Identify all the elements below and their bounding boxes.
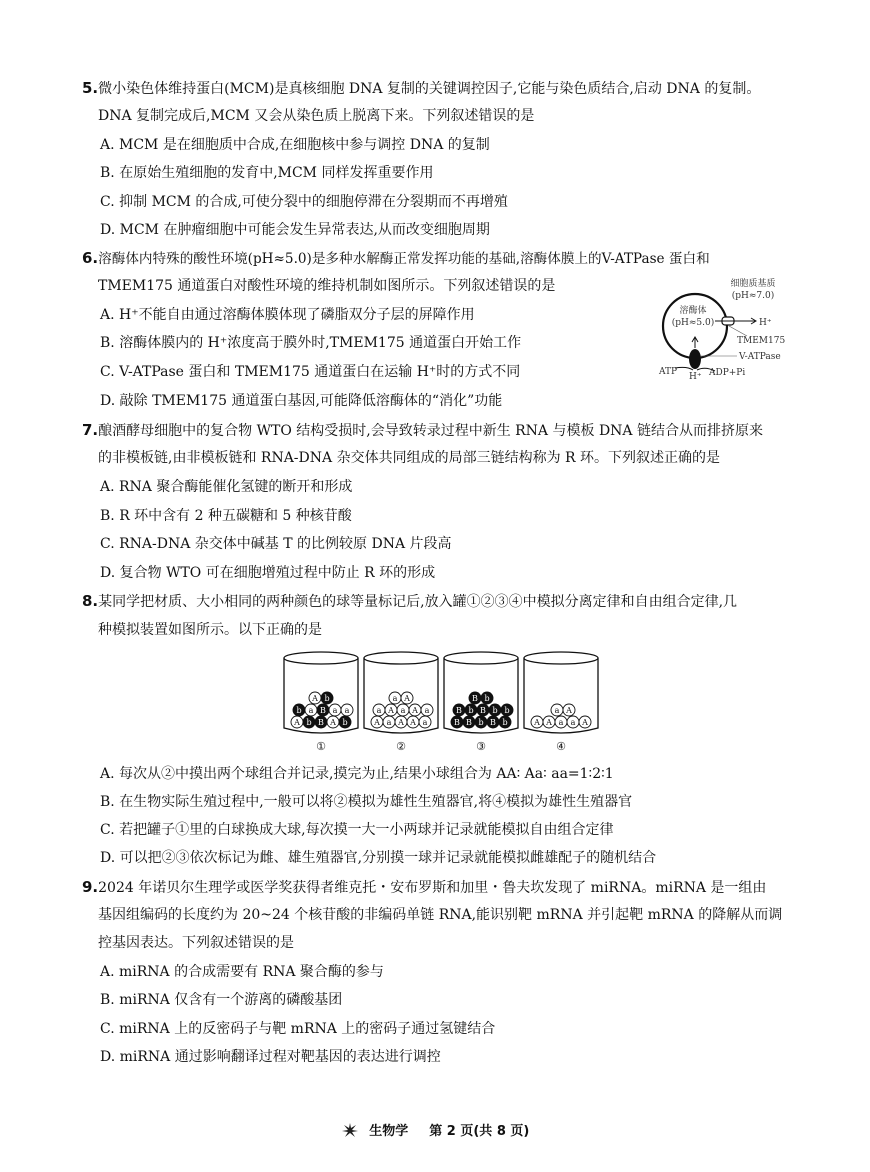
q5-stem-line2: DNA 复制完成后,MCM 又会从染色质上脱离下来。下列叙述错误的是	[98, 108, 535, 124]
ball-label: A	[546, 718, 552, 727]
ball-label: a	[554, 706, 560, 715]
fig-h-in: H⁺	[689, 372, 702, 381]
ball-label: B	[480, 706, 486, 715]
fig-atp-label: ATP	[659, 367, 678, 377]
ball-label: a	[386, 718, 392, 727]
page-footer	[0, 1120, 870, 1142]
q8-option-a: A. 每次从②中摸出两个球组合并记录,摸完为止,结果小球组合为 AA∶ Aa∶ aa=1∶2∶1	[100, 766, 614, 782]
q8-stem-line2: 种模拟装置如图所示。以下正确的是	[98, 622, 322, 638]
ball-label: b	[306, 718, 312, 727]
ball-label: a	[422, 718, 428, 727]
q8-option-d: D. 可以把②③依次标记为雌、雄生殖器官,分别摸一球并记录就能模拟雌雄配子的随机结合	[100, 850, 657, 866]
q5-option-b: B. 在原始生殖细胞的发育中,MCM 同样发挥重要作用	[100, 165, 434, 181]
ball-label: A	[410, 718, 416, 727]
q9-stem-text1: 2024 年诺贝尔生理学或医学奖获得者维克托・安布罗斯和加里・鲁夫坎发现了 miRNA。miRNA 是一组由	[98, 880, 767, 896]
jar-2	[364, 652, 438, 753]
q7-option-c: C. RNA-DNA 杂交体中碱基 T 的比例较原 DNA 片段高	[100, 536, 452, 552]
q7-stem-line1	[82, 420, 763, 441]
ball-label: a	[308, 706, 314, 715]
q7-number: 7.	[82, 421, 99, 439]
ball-label: A	[566, 706, 572, 715]
jar-1	[284, 652, 358, 753]
q6-option-d: D. 敲除 TMEM175 通道蛋白基因,可能降低溶酶体的“消化”功能	[100, 393, 503, 409]
q5-option-d: D. MCM 在肿瘤细胞中可能会发生异常表达,从而改变细胞周期	[100, 222, 490, 238]
q9-option-a: A. miRNA 的合成需要有 RNA 聚合酶的参与	[100, 964, 384, 980]
ball-label: B	[456, 706, 462, 715]
ball-label: a	[400, 706, 406, 715]
q6-stem-text1: 溶酶体内特殊的酸性环境(pH≈5.0)是多种水解酶正常发挥功能的基础,溶酶体膜上的V-ATPase 蛋白和	[98, 251, 710, 267]
q9-number: 9.	[82, 878, 99, 896]
ball-label: A	[312, 694, 318, 703]
ball-label: A	[412, 706, 418, 715]
fig-cytoplasm-label: 细胞质基质	[730, 279, 776, 289]
ball-label: B	[466, 718, 472, 727]
q9-stem-line2: 基因组编码的长度约为 20~24 个核苷酸的非编码单链 RNA,能识别靶 mRNA 并引起靶 mRNA 的降解从而调	[98, 907, 783, 923]
q6-stem-line1	[82, 248, 710, 269]
q5-stem-line1	[82, 78, 760, 99]
ball-label: b	[468, 706, 474, 715]
ball-label: b	[504, 706, 510, 715]
fig-h-out: H⁺	[759, 318, 772, 328]
ball-label: b	[492, 706, 498, 715]
lysosome-figure	[655, 276, 795, 381]
q5-number: 5.	[82, 79, 99, 97]
ball-label: a	[570, 718, 576, 727]
jar-rim	[524, 652, 598, 664]
ball-label: A	[398, 718, 404, 727]
ball-label: a	[424, 706, 430, 715]
jar-label: ④	[556, 740, 566, 753]
q9-option-c: C. miRNA 上的反密码子与靶 mRNA 上的密码子通过氢键结合	[100, 1021, 496, 1037]
q9-option-b: B. miRNA 仅含有一个游离的磷酸基团	[100, 992, 343, 1008]
jar-label: ①	[316, 740, 326, 753]
q8-option-c: C. 若把罐子①里的白球换成大球,每次摸一大一小两球并记录就能模拟自由组合定律	[100, 822, 614, 838]
ball-label: A	[388, 706, 394, 715]
ball-label: A	[294, 718, 300, 727]
ball-label: A	[404, 694, 410, 703]
jars-figure	[280, 650, 610, 754]
jar-rim	[444, 652, 518, 664]
subject-logo-icon	[341, 1122, 359, 1142]
q5-stem-text1: 微小染色体维持蛋白(MCM)是真核细胞 DNA 复制的关键调控因子,它能与染色质结合,启动 DNA 的复制。	[98, 81, 761, 97]
q9-stem-line3: 控基因表达。下列叙述错误的是	[98, 935, 294, 951]
jar-3	[444, 652, 518, 753]
ball-label: b	[296, 706, 302, 715]
footer-page-number: 第 2 页(共 8 页)	[429, 1124, 530, 1139]
q6-number: 6.	[82, 249, 99, 267]
q7-option-b: B. R 环中含有 2 种五碳糖和 5 种核苷酸	[100, 508, 352, 524]
ball-label: a	[558, 718, 564, 727]
q5-option-a: A. MCM 是在细胞质中合成,在细胞核中参与调控 DNA 的复制	[100, 137, 490, 153]
ball-label: A	[374, 718, 380, 727]
ball-label: B	[490, 718, 496, 727]
q8-option-b: B. 在生物实际生殖过程中,一般可以将②模拟为雄性生殖器官,将④模拟为雄性生殖器官	[100, 794, 633, 810]
q5-option-c: C. 抑制 MCM 的合成,可使分裂中的细胞停滞在分裂期而不再增殖	[100, 194, 508, 210]
ball-label: A	[534, 718, 540, 727]
fig-cytoplasm-ph: (pH≈7.0)	[731, 291, 775, 301]
q6-option-c: C. V-ATPase 蛋白和 TMEM175 通道蛋白在运输 H⁺时的方式不同	[100, 364, 521, 380]
ball-label: B	[318, 718, 324, 727]
ball-label: a	[376, 706, 382, 715]
v-atpase-pump	[689, 349, 701, 369]
ball-label: B	[454, 718, 460, 727]
q8-number: 8.	[82, 592, 99, 610]
q9-stem-line1	[82, 877, 766, 898]
ball-label: b	[342, 718, 348, 727]
q8-stem-text1: 某同学把材质、大小相同的两种颜色的球等量标记后,放入罐①②③④中模拟分离定律和自由组合定律,几	[98, 594, 738, 610]
ball-label: B	[472, 694, 478, 703]
jar-label: ②	[396, 740, 406, 753]
q8-stem-line1	[82, 591, 737, 612]
ball-label: b	[478, 718, 484, 727]
jar-4	[524, 652, 598, 753]
fig-lysosome-ph: (pH≈5.0)	[671, 318, 715, 328]
q7-option-a: A. RNA 聚合酶能催化氢键的断开和形成	[100, 479, 353, 495]
q7-option-d: D. 复合物 WTO 可在细胞增殖过程中防止 R 环的形成	[100, 565, 436, 581]
q6-option-a: A. H⁺不能自由通过溶酶体膜体现了磷脂双分子层的屏障作用	[100, 307, 475, 323]
ball-label: b	[502, 718, 508, 727]
ball-label: a	[392, 694, 398, 703]
fig-tmem-label: TMEM175	[737, 336, 786, 346]
ball-label: A	[330, 718, 336, 727]
fig-adp-label: ADP+Pi	[709, 368, 746, 378]
ball-label: B	[320, 706, 326, 715]
ball-label: b	[324, 694, 330, 703]
q7-stem-line2: 的非模板链,由非模板链和 RNA-DNA 杂交体共同组成的局部三链结构称为 R 环。下列叙述正确的是	[98, 450, 721, 466]
fig-vatpase-label: V-ATPase	[739, 352, 781, 362]
q6-stem-line2: TMEM175 通道蛋白对酸性环境的维持机制如图所示。下列叙述错误的是	[98, 278, 556, 294]
ball-label: b	[484, 694, 490, 703]
jar-rim	[284, 652, 358, 664]
jar-label: ③	[476, 740, 486, 753]
ball-label: a	[332, 706, 338, 715]
fig-lysosome-label: 溶酶体	[679, 306, 707, 316]
q7-stem-text1: 酿酒酵母细胞中的复合物 WTO 结构受损时,会导致转录过程中新生 RNA 与模板 DNA 链结合从而排挤原来	[98, 423, 763, 439]
jar-rim	[364, 652, 438, 664]
ball-label: A	[582, 718, 588, 727]
q6-option-b: B. 溶酶体膜内的 H⁺浓度高于膜外时,TMEM175 通道蛋白开始工作	[100, 335, 522, 351]
ball-label: a	[344, 706, 350, 715]
q9-option-d: D. miRNA 通过影响翻译过程对靶基因的表达进行调控	[100, 1049, 441, 1065]
footer-subject: 生物学	[369, 1124, 409, 1139]
